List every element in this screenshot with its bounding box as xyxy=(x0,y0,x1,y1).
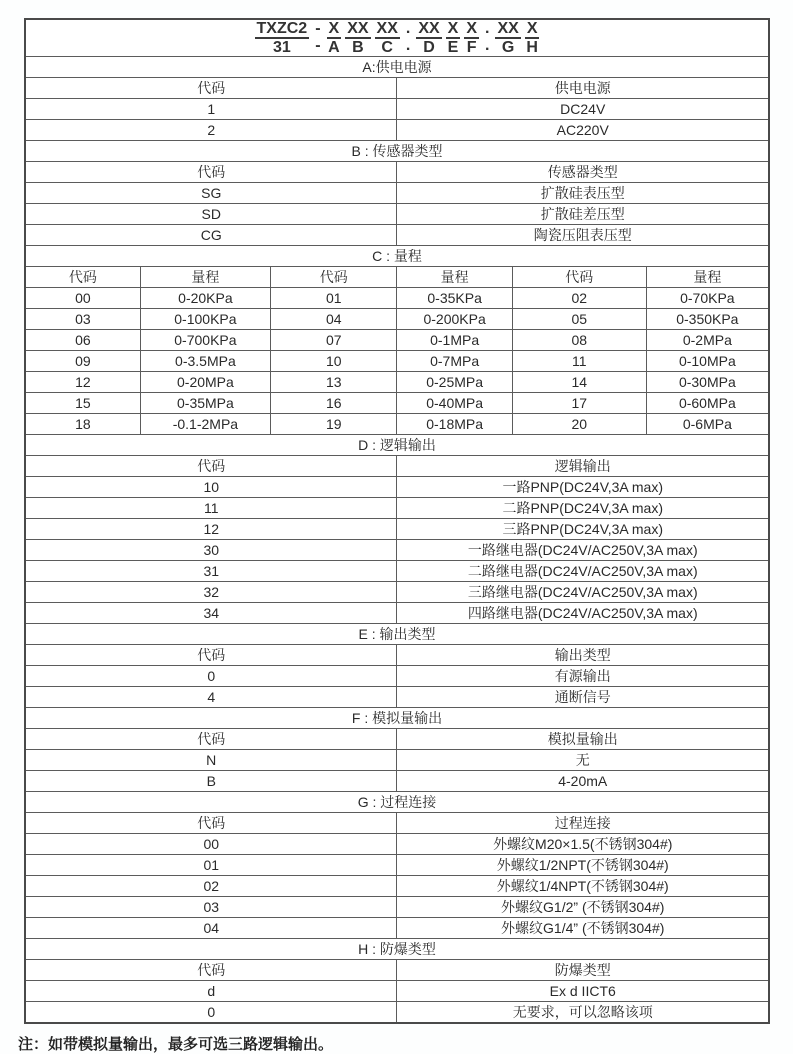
table-row xyxy=(25,540,769,561)
code-cell: CG xyxy=(25,225,397,246)
model-code-top: XX xyxy=(376,20,398,37)
section-title-D: D : 逻辑输出 xyxy=(25,435,769,456)
code-cell: SG xyxy=(25,183,397,204)
table-row xyxy=(25,687,769,708)
code-cell: 11 xyxy=(25,498,397,519)
table-row xyxy=(25,120,769,141)
value-cell: 通断信号 xyxy=(397,687,769,708)
table-row xyxy=(25,981,769,1002)
value-cell: 0-10MPa xyxy=(646,351,769,372)
model-code-group xyxy=(327,20,342,56)
column-header: 防爆类型 xyxy=(397,960,769,981)
value-cell: 四路继电器(DC24V/AC250V,3A max) xyxy=(397,603,769,624)
value-cell: 一路继电器(DC24V/AC250V,3A max) xyxy=(397,540,769,561)
column-header-row xyxy=(25,78,769,99)
value-cell: 0-350KPa xyxy=(646,309,769,330)
model-code-bottom: D xyxy=(423,39,435,56)
table-row xyxy=(25,603,769,624)
model-code-group xyxy=(255,20,310,56)
model-code-group xyxy=(525,20,540,56)
column-header: 代码 xyxy=(25,456,397,477)
value-cell: 外螺纹1/4NPT(不锈钢304#) xyxy=(397,876,769,897)
model-code-top: TXZC2 xyxy=(256,20,308,37)
code-cell: 15 xyxy=(25,393,140,414)
model-code-row xyxy=(25,19,769,57)
code-cell: 4 xyxy=(25,687,397,708)
table-row xyxy=(25,393,769,414)
model-code-group xyxy=(313,20,322,54)
section-title-H: H : 防爆类型 xyxy=(25,939,769,960)
section-title-row xyxy=(25,435,769,456)
value-cell: 0-60MPa xyxy=(646,393,769,414)
value-cell: 0-25MPa xyxy=(397,372,512,393)
value-cell: 0-200KPa xyxy=(397,309,512,330)
column-header: 供电电源 xyxy=(397,78,769,99)
table-row xyxy=(25,414,769,435)
value-cell: 无要求，可以忽略该项 xyxy=(397,1002,769,1024)
column-header: 逻辑输出 xyxy=(397,456,769,477)
model-code-group xyxy=(375,20,400,56)
value-cell: 有源输出 xyxy=(397,666,769,687)
value-cell: Ex d IICT6 xyxy=(397,981,769,1002)
value-cell: 0-3.5MPa xyxy=(140,351,270,372)
code-cell: 04 xyxy=(25,918,397,939)
code-cell: 0 xyxy=(25,1002,397,1024)
table-row xyxy=(25,771,769,792)
value-cell: 0-18MPa xyxy=(397,414,512,435)
column-header-row xyxy=(25,456,769,477)
value-cell: 外螺纹G1/4” (不锈钢304#) xyxy=(397,918,769,939)
code-cell: 13 xyxy=(271,372,397,393)
code-cell: 2 xyxy=(25,120,397,141)
code-cell: 07 xyxy=(271,330,397,351)
section-title-row xyxy=(25,939,769,960)
model-code-bottom: A xyxy=(328,39,340,56)
value-cell: 无 xyxy=(397,750,769,771)
code-cell: 10 xyxy=(25,477,397,498)
model-code-bottom: . xyxy=(485,37,490,54)
value-cell: 扩散硅表压型 xyxy=(397,183,769,204)
code-cell: 06 xyxy=(25,330,140,351)
table-row xyxy=(25,666,769,687)
column-header-row xyxy=(25,729,769,750)
value-cell: 4-20mA xyxy=(397,771,769,792)
model-code-bottom: 31 xyxy=(272,39,291,56)
model-code-top: XX xyxy=(497,20,519,37)
code-cell: 16 xyxy=(271,393,397,414)
section-title-row xyxy=(25,624,769,645)
table-row xyxy=(25,750,769,771)
column-header: 代码 xyxy=(25,645,397,666)
model-code-group xyxy=(495,20,520,56)
value-cell: 0-2MPa xyxy=(646,330,769,351)
table-row xyxy=(25,918,769,939)
section-title-C: C : 量程 xyxy=(25,246,769,267)
value-cell: 0-30MPa xyxy=(646,372,769,393)
column-header: 代码 xyxy=(25,78,397,99)
code-cell: 00 xyxy=(25,834,397,855)
code-cell: 04 xyxy=(271,309,397,330)
ordering-code-sheet xyxy=(18,18,770,1054)
code-cell: 1 xyxy=(25,99,397,120)
section-title-E: E : 输出类型 xyxy=(25,624,769,645)
table-row xyxy=(25,876,769,897)
value-cell: 0-1MPa xyxy=(397,330,512,351)
table-row xyxy=(25,351,769,372)
model-code-bottom: B xyxy=(352,39,364,56)
column-header-row xyxy=(25,267,769,288)
value-cell: -0.1-2MPa xyxy=(140,414,270,435)
model-code-top: . xyxy=(485,20,490,37)
code-cell: 31 xyxy=(25,561,397,582)
code-cell: 19 xyxy=(271,414,397,435)
column-header: 量程 xyxy=(140,267,270,288)
code-cell: 34 xyxy=(25,603,397,624)
model-code-cell xyxy=(25,19,769,57)
section-title-row xyxy=(25,708,769,729)
model-code-top: XX xyxy=(418,20,440,37)
code-cell: 12 xyxy=(25,519,397,540)
code-cell: 32 xyxy=(25,582,397,603)
value-cell: 二路继电器(DC24V/AC250V,3A max) xyxy=(397,561,769,582)
value-cell: 扩散硅差压型 xyxy=(397,204,769,225)
model-code-group xyxy=(345,20,370,56)
model-code-top: X xyxy=(526,20,538,37)
code-cell: 10 xyxy=(271,351,397,372)
table-row xyxy=(25,309,769,330)
model-code-bottom: C xyxy=(381,39,393,56)
table-row xyxy=(25,372,769,393)
section-title-B: B : 传感器类型 xyxy=(25,141,769,162)
table-row xyxy=(25,1002,769,1024)
spec-table-body xyxy=(25,19,769,1023)
value-cell: 三路PNP(DC24V,3A max) xyxy=(397,519,769,540)
model-code-top: X xyxy=(466,20,478,37)
column-header: 模拟量输出 xyxy=(397,729,769,750)
value-cell: 0-20MPa xyxy=(140,372,270,393)
value-cell: 陶瓷压阻表压型 xyxy=(397,225,769,246)
code-cell: 14 xyxy=(512,372,646,393)
code-cell: N xyxy=(25,750,397,771)
value-cell: 一路PNP(DC24V,3A max) xyxy=(397,477,769,498)
model-code-top: . xyxy=(405,20,411,37)
code-cell: 11 xyxy=(512,351,646,372)
code-cell: 09 xyxy=(25,351,140,372)
spec-table xyxy=(24,18,770,1024)
column-header-row xyxy=(25,813,769,834)
column-header: 代码 xyxy=(25,729,397,750)
value-cell: 0-35MPa xyxy=(140,393,270,414)
section-title-F: F : 模拟量输出 xyxy=(25,708,769,729)
table-row xyxy=(25,288,769,309)
value-cell: 0-6MPa xyxy=(646,414,769,435)
value-cell: AC220V xyxy=(397,120,769,141)
value-cell: 二路PNP(DC24V,3A max) xyxy=(397,498,769,519)
model-code-top: - xyxy=(315,20,321,37)
column-header-row xyxy=(25,960,769,981)
value-cell: DC24V xyxy=(397,99,769,120)
code-cell: 01 xyxy=(271,288,397,309)
model-code-bottom: . xyxy=(405,37,411,54)
column-header: 代码 xyxy=(25,162,397,183)
table-row xyxy=(25,855,769,876)
section-title-row xyxy=(25,57,769,78)
column-header: 过程连接 xyxy=(397,813,769,834)
code-cell: 20 xyxy=(512,414,646,435)
value-cell: 外螺纹G1/2” (不锈钢304#) xyxy=(397,897,769,918)
model-code-group xyxy=(416,20,441,56)
code-cell: 18 xyxy=(25,414,140,435)
value-cell: 0-700KPa xyxy=(140,330,270,351)
section-title-A: A:供电电源 xyxy=(25,57,769,78)
section-title-G: G : 过程连接 xyxy=(25,792,769,813)
table-row xyxy=(25,519,769,540)
value-cell: 0-100KPa xyxy=(140,309,270,330)
value-cell: 0-20KPa xyxy=(140,288,270,309)
column-header: 传感器类型 xyxy=(397,162,769,183)
code-cell: 03 xyxy=(25,897,397,918)
model-code xyxy=(253,20,542,56)
section-title-row xyxy=(25,246,769,267)
model-code-group xyxy=(404,20,412,54)
value-cell: 0-35KPa xyxy=(397,288,512,309)
table-row xyxy=(25,477,769,498)
model-code-bottom: - xyxy=(315,37,321,54)
code-cell: 02 xyxy=(25,876,397,897)
table-row xyxy=(25,834,769,855)
value-cell: 三路继电器(DC24V/AC250V,3A max) xyxy=(397,582,769,603)
model-code-top: X xyxy=(328,20,340,37)
code-cell: 0 xyxy=(25,666,397,687)
column-header: 代码 xyxy=(271,267,397,288)
code-cell: B xyxy=(25,771,397,792)
value-cell: 外螺纹M20×1.5(不锈钢304#) xyxy=(397,834,769,855)
column-header-row xyxy=(25,162,769,183)
model-code-group xyxy=(446,20,461,56)
code-cell: 12 xyxy=(25,372,140,393)
table-row xyxy=(25,225,769,246)
value-cell: 0-70KPa xyxy=(646,288,769,309)
model-code-bottom: E xyxy=(447,39,459,56)
code-cell: d xyxy=(25,981,397,1002)
table-row xyxy=(25,330,769,351)
code-cell: SD xyxy=(25,204,397,225)
column-header: 代码 xyxy=(25,813,397,834)
code-cell: 02 xyxy=(512,288,646,309)
table-row xyxy=(25,204,769,225)
code-cell: 17 xyxy=(512,393,646,414)
section-title-row xyxy=(25,792,769,813)
table-row xyxy=(25,561,769,582)
table-row xyxy=(25,183,769,204)
table-row xyxy=(25,99,769,120)
code-cell: 01 xyxy=(25,855,397,876)
column-header: 量程 xyxy=(397,267,512,288)
model-code-bottom: F xyxy=(466,39,477,56)
section-title-row xyxy=(25,141,769,162)
code-cell: 00 xyxy=(25,288,140,309)
code-cell: 03 xyxy=(25,309,140,330)
model-code-top: X xyxy=(447,20,459,37)
code-cell: 05 xyxy=(512,309,646,330)
column-header: 代码 xyxy=(25,267,140,288)
column-header: 量程 xyxy=(646,267,769,288)
model-code-bottom: G xyxy=(501,39,515,56)
table-row xyxy=(25,897,769,918)
column-header: 代码 xyxy=(512,267,646,288)
column-header: 输出类型 xyxy=(397,645,769,666)
model-code-bottom: H xyxy=(526,39,538,56)
footnote: 注：如带模拟量输出，最多可选三路逻辑输出。 xyxy=(18,1036,334,1053)
value-cell: 外螺纹1/2NPT(不锈钢304#) xyxy=(397,855,769,876)
table-row xyxy=(25,498,769,519)
model-code-group xyxy=(464,20,479,56)
column-header: 代码 xyxy=(25,960,397,981)
column-header-row xyxy=(25,645,769,666)
code-cell: 08 xyxy=(512,330,646,351)
model-code-top: XX xyxy=(347,20,369,37)
model-code-group xyxy=(483,20,491,54)
table-row xyxy=(25,582,769,603)
value-cell: 0-40MPa xyxy=(397,393,512,414)
value-cell: 0-7MPa xyxy=(397,351,512,372)
code-cell: 30 xyxy=(25,540,397,561)
